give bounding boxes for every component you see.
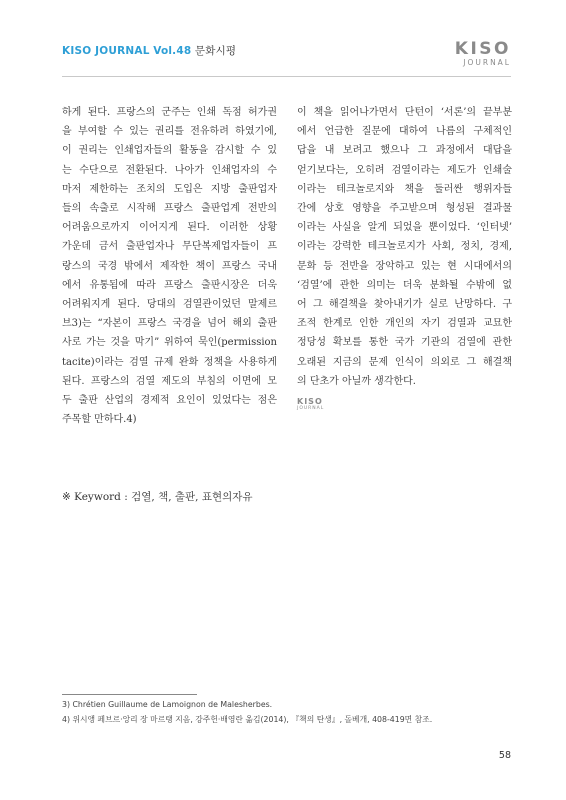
body-line: 문화 등 전반을 장악하고 있는 현 시대에서의 [297,260,512,272]
body-line: 조적 한계로 인한 개인의 자기 검열과 교묘한 [297,318,512,330]
body-line: 얻기보다는, 오히려 검열이라는 제도가 인쇄술 [297,164,512,176]
body-line: 된다. 프랑스의 검열 제도의 부침의 이면에 모 [62,375,277,387]
body-line: 어려워지게 된다. 당대의 검열관이었던 말제르 [62,299,277,311]
body-line: 에서 유통됨에 따라 프랑스 출판시장은 더욱 [62,279,277,291]
body-line: 이 책을 읽어나가면서 단턴이 ‘서론’의 끝부분 [297,107,512,118]
body-line: 두 출판 산업의 경제적 요인이 있었다는 점은 [62,395,277,407]
body-column-right [297,103,512,412]
logo-sub-text: JOURNAL [463,58,511,67]
running-header [62,43,236,58]
body-line: 어 그 해결책을 찾아내기가 실로 난망하다. 구 [297,299,512,311]
body-line: 이라는 테크놀로지와 책을 둘러싼 행위자들 [297,183,512,195]
body-line: 이라는 강력한 테크놀로지가 사회, 정치, 경제, [297,241,512,253]
body-line: 의 단초가 아닐까 생각한다. [297,375,416,387]
footnote-4: 4) 위시앵 페브르·앙리 장 마르탱 지음, 강주헌·배영란 옮김(2014), 『책의 탄생』, 돌베개, 408-419면 참조. [62,715,433,724]
section-label: 문화시평 [194,45,237,57]
body-line: 이 권리는 인쇄업자들의 활동을 감시할 수 있 [62,145,277,157]
body-line: 에서 언급한 질문에 대하여 나름의 구체적인 [297,126,512,138]
footnote-divider [62,694,197,695]
end-logo-main-text: KISO [297,397,323,407]
body-line: 정당성 확보를 통한 국가 기관의 검열에 관한 [297,337,512,349]
body-line: 가운데 금서 출판업자나 무단복제업자들이 프 [62,241,277,253]
body-line: 답을 내 보려고 했으나 그 과정에서 대답을 [297,145,512,157]
body-line: ‘검열’에 관한 의미는 더욱 분화될 수밖에 없 [297,279,512,291]
logo-main-text: KISO [454,39,511,59]
page-number: 58 [498,750,511,761]
body-line: tacite)이라는 검열 규제 완화 정책을 사용하게 [62,356,277,368]
body-line: 랑스의 국경 밖에서 제작한 책이 프랑스 국내 [62,260,277,272]
end-mark-logo [297,397,512,412]
body-line: 는 수단으로 전환된다. 나아가 인쇄업자의 수 [62,164,277,176]
footnote-3: 3) Chrétien Guillaume de Lamoignon de Malesherbes. [62,700,273,709]
keyword-line: ※ Keyword : 검열, 책, 출판, 표현의자유 [62,491,253,503]
body-line: 사로 가는 것을 막기” 위하여 묵인(permission [62,337,277,349]
volume-label: Vol.48 [153,45,192,57]
body-line: 마저 제한하는 조치의 도입은 지방 출판업자 [62,183,277,195]
body-line: 어려움으로까지 이어지게 된다. 이러한 상황 [62,222,277,234]
body-line: 주목할 만하다.4) [62,414,137,426]
body-line: 하게 된다. 프랑스의 군주는 인쇄 독점 허가권 [62,107,277,118]
body-line: 오래된 지금의 문제 인식이 의외로 그 해결책 [297,356,512,368]
kiso-journal-logo [455,41,511,68]
body-line: 간에 상호 영향을 주고받으며 형성된 결과물 [297,203,512,215]
body-line: 을 부여할 수 있는 권리를 전유하려 하였기에, [62,126,277,138]
body-line: 들의 속출로 시작해 프랑스 출판업계 전반의 [62,203,277,215]
end-logo-sub-text: JOURNAL [297,406,325,412]
body-line: 브3)는 “자본이 프랑스 국경을 넘어 해외 출판 [62,318,277,330]
journal-name: KISO JOURNAL [62,45,150,57]
header-divider [62,76,511,77]
body-column-left [62,103,277,429]
body-line: 이라는 사실을 알게 되었을 뿐이었다. ‘인터넷’ [297,222,512,234]
